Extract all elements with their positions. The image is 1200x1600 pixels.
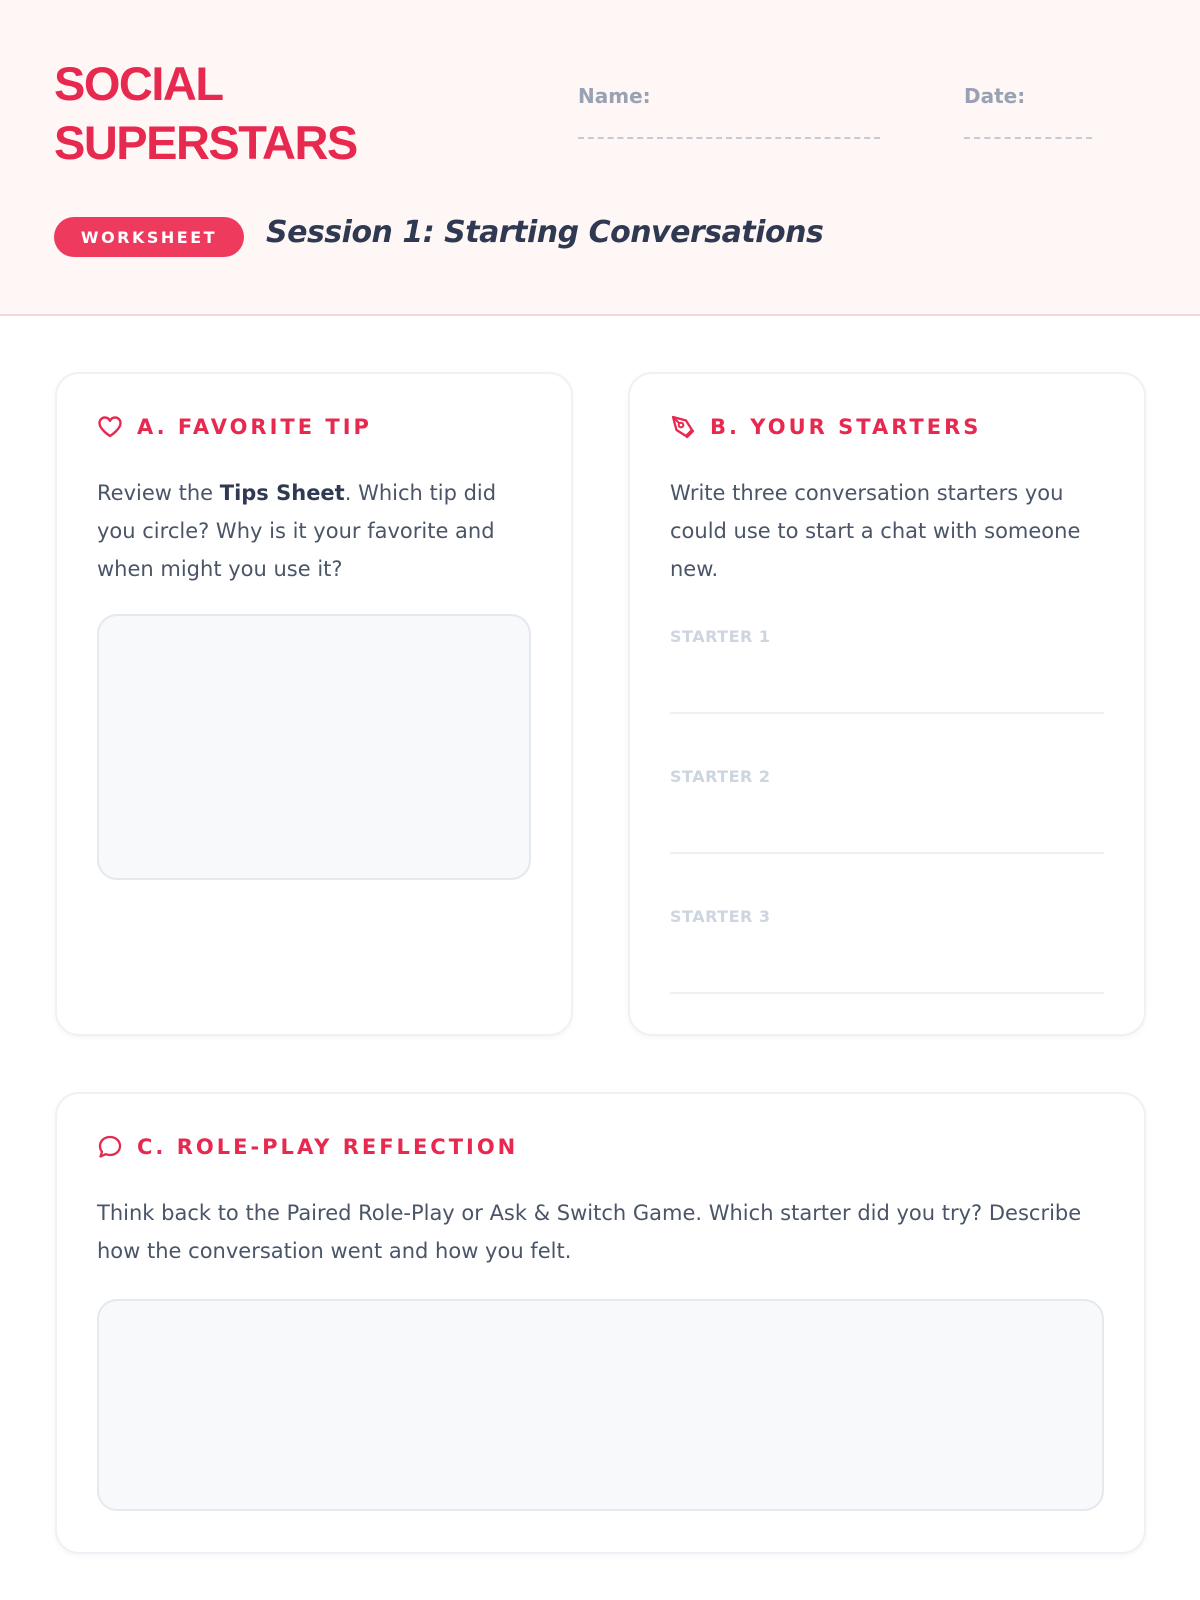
card-c-prompt: Think back to the Paired Role-Play or Ask & Switch Game. Which starter did you try? Describe how the conversation went and how you felt.: [97, 1201, 1082, 1263]
brand-line-1: SOCIAL: [54, 57, 223, 110]
card-b-title: [670, 414, 981, 440]
card-a-prompt-bold: Tips Sheet: [219, 481, 345, 505]
starter-1-field[interactable]: [670, 712, 1104, 714]
card-role-play-reflection: [55, 1092, 1146, 1554]
card-c-title: [97, 1134, 518, 1160]
starter-1-label: STARTER 1: [670, 627, 771, 646]
worksheet-badge: WORKSHEET: [54, 217, 244, 257]
card-a-prompt-end: . Which tip did you circle? Why is it your favorite and when might you use it?: [97, 481, 497, 581]
worksheet-header: [0, 0, 1200, 316]
name-field[interactable]: [578, 137, 880, 139]
starter-3-field[interactable]: [670, 992, 1104, 994]
session-title: Session 1: Starting Conversations: [266, 215, 824, 250]
card-b-title-text: B. YOUR STARTERS: [710, 415, 982, 439]
card-c-answer-box[interactable]: [97, 1299, 1104, 1511]
card-your-starters: [628, 372, 1146, 1036]
card-a-prompt-start: Review the: [97, 481, 220, 505]
card-a-title-text: A. FAVORITE TIP: [137, 415, 372, 439]
brand-line-2: SUPERSTARS: [54, 116, 357, 169]
card-a-title: [97, 414, 372, 440]
pen-nib-icon: [670, 414, 696, 440]
starter-2-label: STARTER 2: [670, 767, 771, 786]
card-a-prompt: [97, 474, 517, 588]
card-b-prompt: Write three conversation starters you could use to start a chat with someone new.: [670, 481, 1081, 581]
starter-3-label: STARTER 3: [670, 907, 771, 926]
date-field[interactable]: [964, 137, 1092, 139]
brand-title: [54, 54, 357, 172]
starter-2-field[interactable]: [670, 852, 1104, 854]
name-label: Name:: [578, 84, 651, 108]
card-c-title-text: C. ROLE-PLAY REFLECTION: [137, 1135, 519, 1159]
heart-icon: [97, 414, 123, 440]
card-a-answer-box[interactable]: [97, 614, 531, 880]
card-favorite-tip: [55, 372, 573, 1036]
speech-bubble-icon: [97, 1134, 123, 1160]
date-label: Date:: [964, 84, 1026, 108]
